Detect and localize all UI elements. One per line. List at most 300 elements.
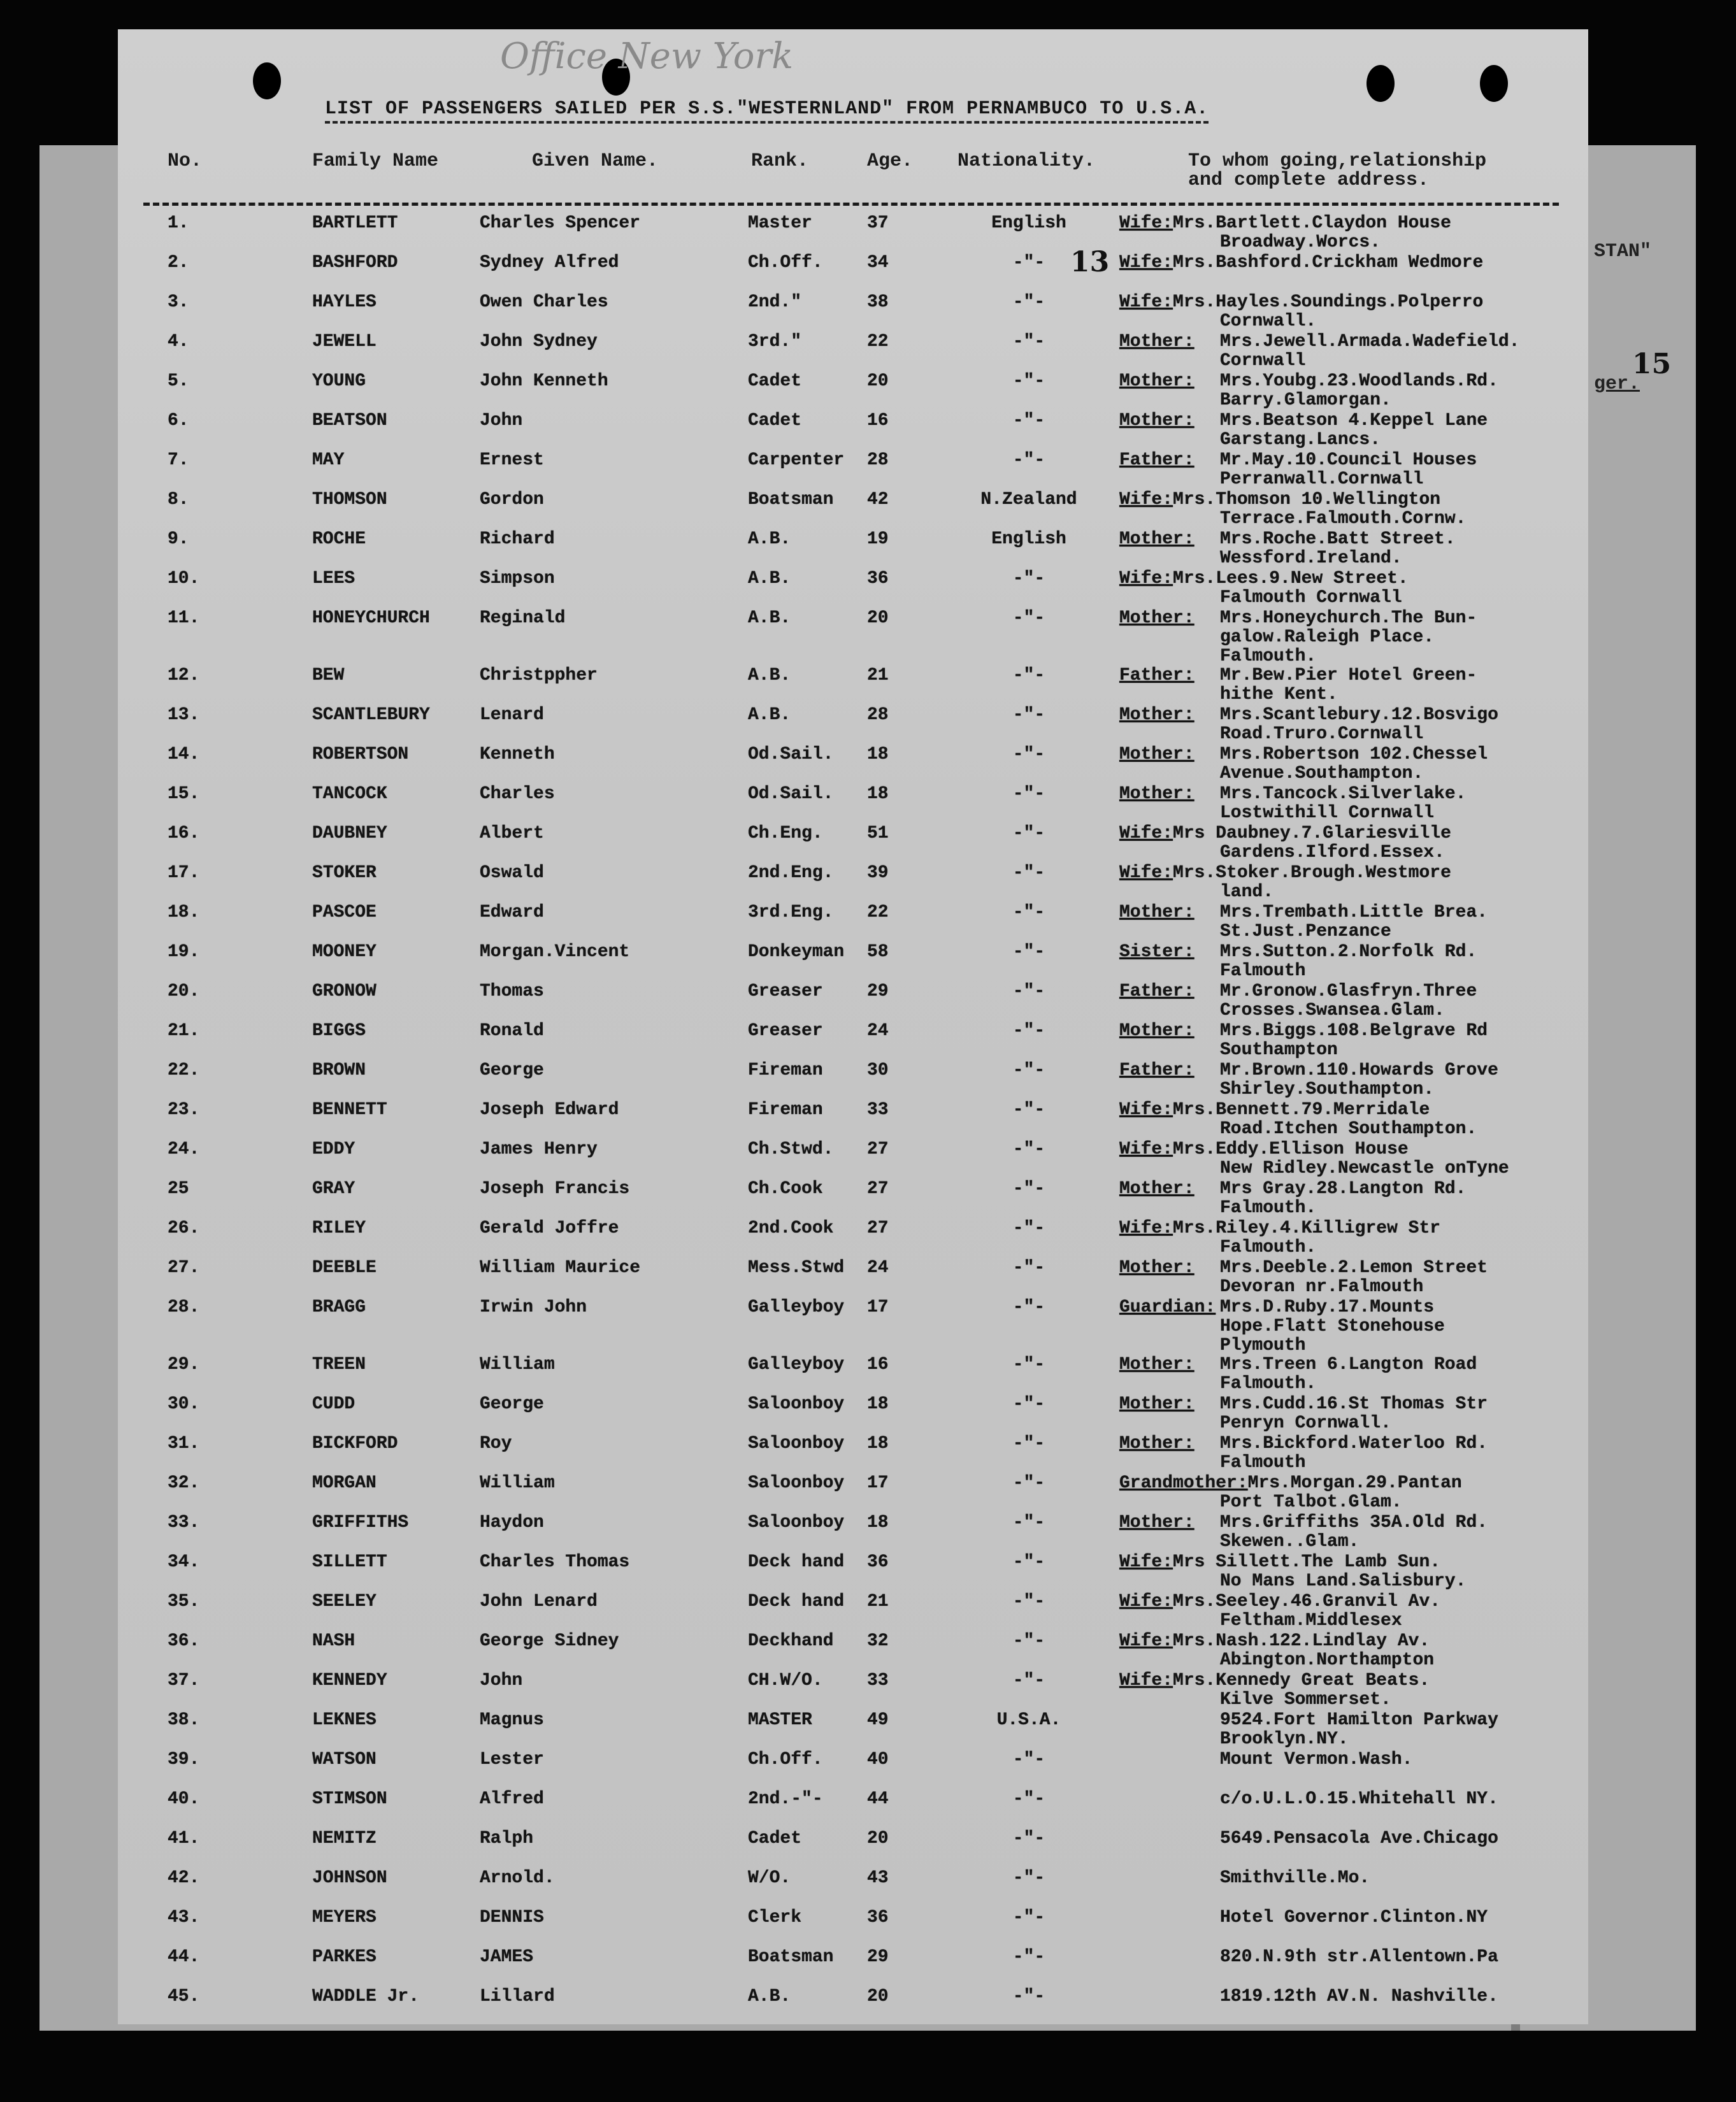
passenger-row — [118, 706, 1588, 745]
row-number: 45. — [168, 1987, 200, 2006]
age: 16 — [867, 411, 889, 431]
family-name: SILLETT — [312, 1552, 387, 1572]
passenger-table — [118, 214, 1588, 2027]
passenger-row — [118, 332, 1588, 372]
age: 20 — [867, 1987, 889, 2006]
family-name: BICKFORD — [312, 1434, 398, 1454]
rank: Donkeyman — [748, 942, 845, 962]
passenger-row — [118, 1987, 1588, 2027]
header-nationality: Nationality. — [958, 150, 1096, 172]
address-line: No Mans Land.Salisbury. — [1220, 1571, 1467, 1591]
given-name: Haydon — [480, 1513, 544, 1533]
given-name: Simpson — [480, 569, 555, 589]
address-line: Mrs.Seeley.46.Granvil Av. — [1173, 1592, 1441, 1612]
given-name: John Lenard — [480, 1592, 598, 1612]
address-cell — [1119, 1948, 1736, 1967]
nationality: -"- — [1012, 1868, 1045, 1888]
address-cell — [1119, 864, 1736, 902]
age: 21 — [867, 666, 889, 685]
address-line: Falmouth. — [1220, 1238, 1317, 1257]
family-name: STOKER — [312, 863, 377, 883]
rank: Deckhand — [748, 1631, 834, 1651]
passenger-row — [118, 372, 1588, 411]
relationship: Wife: — [1119, 824, 1173, 843]
family-name: BASHFORD — [312, 253, 398, 273]
address-cell — [1119, 903, 1736, 941]
row-number: 8. — [168, 490, 189, 510]
address-line: 1819.12th AV.N. Nashville. — [1220, 1987, 1498, 2006]
relationship: Wife: — [1119, 1631, 1173, 1651]
family-name: BEW — [312, 666, 345, 685]
address-line: Mr.Gronow.Glasfryn.Three — [1220, 982, 1477, 1001]
passenger-row — [118, 1948, 1588, 1987]
family-name: BENNETT — [312, 1100, 387, 1120]
rank: Greaser — [748, 1021, 823, 1041]
relationship: Mother: — [1119, 903, 1194, 922]
row-number: 41. — [168, 1829, 200, 1848]
nationality: English — [991, 529, 1066, 549]
family-name: BRAGG — [312, 1298, 366, 1317]
rank: MASTER — [748, 1710, 812, 1730]
address-line: Mrs.Cudd.16.St Thomas Str — [1220, 1394, 1488, 1414]
row-number: 22. — [168, 1061, 200, 1080]
nationality: -"- — [1012, 1434, 1045, 1454]
handwritten-note: Office New York — [500, 36, 794, 77]
age: 20 — [867, 1829, 889, 1848]
row-number: 1. — [168, 213, 189, 233]
address-line: Kilve Sommerset. — [1220, 1690, 1391, 1710]
row-number: 29. — [168, 1355, 200, 1375]
family-name: BROWN — [312, 1061, 366, 1080]
family-name: WADDLE Jr. — [312, 1987, 420, 2006]
nationality: -"- — [1012, 371, 1045, 391]
rank: Od.Sail. — [748, 784, 834, 804]
row-number: 37. — [168, 1671, 200, 1691]
relationship: Wife: — [1119, 490, 1173, 510]
row-number: 23. — [168, 1100, 200, 1120]
passenger-row — [118, 1101, 1588, 1140]
passenger-row — [118, 1869, 1588, 1908]
address-line: Mrs.Kennedy Great Beats. — [1173, 1671, 1430, 1691]
row-number: 15. — [168, 784, 200, 804]
row-number: 7. — [168, 450, 189, 470]
age: 36 — [867, 1552, 889, 1572]
passenger-row — [118, 1750, 1588, 1790]
passenger-row — [118, 1790, 1588, 1829]
row-number: 39. — [168, 1750, 200, 1770]
header-given-name: Given Name. — [532, 150, 659, 172]
nationality: -"- — [1012, 1987, 1045, 2006]
rank: Ch.Cook — [748, 1179, 823, 1199]
age: 33 — [867, 1671, 889, 1691]
passenger-row — [118, 254, 1588, 293]
address-line: Cornwall — [1220, 351, 1306, 371]
age: 17 — [867, 1298, 889, 1317]
family-name: TREEN — [312, 1355, 366, 1375]
given-name: Kenneth — [480, 745, 555, 764]
address-line: Mr.May.10.Council Houses — [1220, 450, 1477, 470]
row-number: 43. — [168, 1908, 200, 1927]
address-cell — [1119, 1022, 1736, 1060]
address-line: Mrs.Jewell.Armada.Wadefield. — [1220, 332, 1520, 352]
rank: Deck hand — [748, 1552, 845, 1572]
rank: Ch.Stwd. — [748, 1140, 834, 1159]
address-cell — [1119, 1592, 1736, 1631]
passenger-row — [118, 1022, 1588, 1061]
rank: Cadet — [748, 371, 802, 391]
address-line: Garstang.Lancs. — [1220, 430, 1381, 450]
passenger-row — [118, 943, 1588, 982]
row-number: 20. — [168, 982, 200, 1001]
nationality: -"- — [1012, 253, 1045, 273]
age: 58 — [867, 942, 889, 962]
row-number: 16. — [168, 824, 200, 843]
header-rank: Rank. — [751, 150, 809, 172]
address-line: Broadway.Worcs. — [1220, 232, 1381, 252]
passenger-row — [118, 569, 1588, 609]
rank: 2nd." — [748, 292, 802, 312]
given-name: Lillard — [480, 1987, 555, 2006]
row-number: 33. — [168, 1513, 200, 1533]
relationship: Father: — [1119, 666, 1194, 685]
family-name: MAY — [312, 450, 345, 470]
given-name: JAMES — [480, 1947, 534, 1967]
family-name: DEEBLE — [312, 1258, 377, 1278]
row-number: 14. — [168, 745, 200, 764]
family-name: RILEY — [312, 1219, 366, 1238]
nationality: U.S.A. — [996, 1710, 1061, 1730]
age: 21 — [867, 1592, 889, 1612]
family-name: STIMSON — [312, 1789, 387, 1809]
family-name: BARTLETT — [312, 213, 398, 233]
given-name: Oswald — [480, 863, 544, 883]
address-cell — [1119, 943, 1736, 981]
page-title: LIST OF PASSENGERS SAILED PER S.S."WESTERNLAND" FROM PERNAMBUCO TO U.S.A. — [325, 98, 1209, 124]
rank: Mess.Stwd — [748, 1258, 845, 1278]
row-number: 17. — [168, 863, 200, 883]
address-line: Skewen..Glam. — [1220, 1532, 1359, 1552]
address-cell — [1119, 451, 1736, 489]
row-number: 26. — [168, 1219, 200, 1238]
nationality: -"- — [1012, 1394, 1045, 1414]
given-name: Arnold. — [480, 1868, 555, 1888]
nationality: -"- — [1012, 569, 1045, 589]
address-cell — [1119, 1395, 1736, 1433]
passenger-row — [118, 1140, 1588, 1180]
address-line: Mrs.Treen 6.Langton Road — [1220, 1355, 1477, 1375]
family-name: LEKNES — [312, 1710, 377, 1730]
given-name: Albert — [480, 824, 544, 843]
age: 27 — [867, 1219, 889, 1238]
row-number: 10. — [168, 569, 200, 589]
family-name: HAYLES — [312, 292, 377, 312]
age: 49 — [867, 1710, 889, 1730]
passenger-row — [118, 1711, 1588, 1750]
age: 22 — [867, 903, 889, 922]
rank: Ch.Off. — [748, 1750, 823, 1770]
family-name: SCANTLEBURY — [312, 705, 430, 725]
row-number: 18. — [168, 903, 200, 922]
rank: A.B. — [748, 705, 791, 725]
address-line: Mrs Sillett.The Lamb Sun. — [1173, 1552, 1441, 1572]
nationality: -"- — [1012, 1021, 1045, 1041]
nationality: -"- — [1012, 824, 1045, 843]
header-no: No. — [168, 150, 203, 172]
rank: Master — [748, 213, 812, 233]
passenger-row — [118, 745, 1588, 785]
given-name: Christppher — [480, 666, 598, 685]
age: 38 — [867, 292, 889, 312]
family-name: GRIFFITHS — [312, 1513, 409, 1533]
rank: 2nd.Cook — [748, 1219, 834, 1238]
header-address-line1: To whom going,relationship — [1188, 150, 1487, 172]
age: 16 — [867, 1355, 889, 1375]
age: 18 — [867, 1394, 889, 1414]
address-cell — [1119, 1987, 1736, 2006]
address-line: Brooklyn.NY. — [1220, 1729, 1349, 1749]
given-name: Reginald — [480, 608, 566, 628]
given-name: Thomas — [480, 982, 544, 1001]
address-line: Port Talbot.Glam. — [1220, 1492, 1402, 1512]
address-line: Barry.Glamorgan. — [1220, 390, 1391, 410]
address-cell — [1119, 1101, 1736, 1139]
nationality: -"- — [1012, 745, 1045, 764]
row-number: 28. — [168, 1298, 200, 1317]
address-line: Falmouth — [1220, 1453, 1306, 1473]
passenger-row — [118, 785, 1588, 824]
relationship: Wife: — [1119, 292, 1173, 312]
age: 39 — [867, 863, 889, 883]
family-name: PASCOE — [312, 903, 377, 922]
back-sheet-text-mid: ger. — [1594, 373, 1640, 395]
relationship: Mother: — [1119, 705, 1194, 725]
rank: Fireman — [748, 1061, 823, 1080]
relationship: Mother: — [1119, 1258, 1194, 1278]
address-line: galow.Raleigh Place. — [1220, 627, 1435, 647]
address-cell — [1119, 609, 1736, 666]
address-line: Cornwall. — [1220, 311, 1317, 331]
address-cell — [1119, 1180, 1736, 1218]
address-cell — [1119, 490, 1736, 529]
family-name: HONEYCHURCH — [312, 608, 430, 628]
passenger-row — [118, 1632, 1588, 1671]
passenger-row — [118, 609, 1588, 666]
rank: Saloonboy — [748, 1394, 845, 1414]
address-line: Plymouth — [1220, 1336, 1306, 1355]
nationality: -"- — [1012, 1908, 1045, 1927]
family-name: EDDY — [312, 1140, 355, 1159]
relationship: Wife: — [1119, 1552, 1173, 1572]
nationality: -"- — [1012, 1513, 1045, 1533]
family-name: WATSON — [312, 1750, 377, 1770]
given-name: Morgan.Vincent — [480, 942, 630, 962]
nationality: -"- — [1012, 1631, 1045, 1651]
relationship: Wife: — [1119, 1219, 1173, 1238]
header-age: Age. — [867, 150, 914, 172]
rank: Cadet — [748, 411, 802, 431]
passenger-row — [118, 1395, 1588, 1434]
passenger-row — [118, 824, 1588, 864]
given-name: Owen Charles — [480, 292, 608, 312]
address-line: Wessford.Ireland. — [1220, 548, 1402, 568]
address-line: 820.N.9th str.Allentown.Pa — [1220, 1947, 1498, 1967]
address-cell — [1119, 1513, 1736, 1552]
address-line: Mrs.Morgan.29.Pantan — [1247, 1473, 1462, 1493]
family-name: TANCOCK — [312, 784, 387, 804]
address-line: Mrs.Deeble.2.Lemon Street — [1220, 1258, 1488, 1278]
relationship: Wife: — [1119, 213, 1173, 233]
row-number: 24. — [168, 1140, 200, 1159]
given-name: William — [480, 1355, 555, 1375]
given-name: Lester — [480, 1750, 544, 1770]
given-name: Ronald — [480, 1021, 544, 1041]
address-line: Abington.Northampton — [1220, 1650, 1435, 1670]
row-number: 34. — [168, 1552, 200, 1572]
age: 17 — [867, 1473, 889, 1493]
given-name: James Henry — [480, 1140, 598, 1159]
given-name: John — [480, 1671, 523, 1691]
given-name: John Sydney — [480, 332, 598, 352]
given-name: Charles Spencer — [480, 213, 641, 233]
address-cell — [1119, 1259, 1736, 1297]
address-cell — [1119, 214, 1736, 252]
nationality: -"- — [1012, 608, 1045, 628]
rank: Carpenter — [748, 450, 845, 470]
address-line: Mrs.Bickford.Waterloo Rd. — [1220, 1434, 1488, 1454]
family-name: ROBERTSON — [312, 745, 409, 764]
address-cell — [1119, 1061, 1736, 1099]
rank: CH.W/O. — [748, 1671, 823, 1691]
address-line: Shirley.Southampton. — [1220, 1080, 1435, 1099]
relationship: Wife: — [1119, 253, 1173, 273]
nationality: -"- — [1012, 450, 1045, 470]
address-cell — [1119, 254, 1736, 273]
rank: Deck hand — [748, 1592, 845, 1612]
address-line: Mrs Gray.28.Langton Rd. — [1220, 1179, 1467, 1199]
given-name: Magnus — [480, 1710, 544, 1730]
family-name: JOHNSON — [312, 1868, 387, 1888]
given-name: George Sidney — [480, 1631, 619, 1651]
given-name: George — [480, 1061, 544, 1080]
passenger-row — [118, 490, 1588, 530]
address-line: Falmouth. — [1220, 647, 1317, 666]
family-name: MORGAN — [312, 1473, 377, 1493]
address-cell — [1119, 1869, 1736, 1888]
age: 43 — [867, 1868, 889, 1888]
relationship: Mother: — [1119, 1434, 1194, 1454]
family-name: MOONEY — [312, 942, 377, 962]
relationship: Wife: — [1119, 1140, 1173, 1159]
row-number: 35. — [168, 1592, 200, 1612]
rank: Clerk — [748, 1908, 802, 1927]
address-line: Mrs.Griffiths 35A.Old Rd. — [1220, 1513, 1488, 1533]
age: 30 — [867, 1061, 889, 1080]
address-line: Mrs.Riley.4.Killigrew Str — [1173, 1219, 1441, 1238]
nationality: -"- — [1012, 1061, 1045, 1080]
address-line: St.Just.Penzance — [1220, 922, 1391, 941]
address-cell — [1119, 1355, 1736, 1394]
address-line: Mrs.D.Ruby.17.Mounts — [1220, 1298, 1435, 1317]
nationality: -"- — [1012, 1750, 1045, 1770]
age: 44 — [867, 1789, 889, 1809]
given-name: Joseph Francis — [480, 1179, 630, 1199]
rank: A.B. — [748, 666, 791, 685]
passenger-row — [118, 666, 1588, 706]
address-line: Mrs.Hayles.Soundings.Polperro — [1173, 292, 1484, 312]
rank: A.B. — [748, 1987, 791, 2006]
family-name: NEMITZ — [312, 1829, 377, 1848]
address-line: Mrs.Scantlebury.12.Bosvigo — [1220, 705, 1498, 725]
age: 27 — [867, 1179, 889, 1199]
relationship: Mother: — [1119, 332, 1194, 352]
address-line: Mrs.Lees.9.New Street. — [1173, 569, 1409, 589]
relationship: Father: — [1119, 1061, 1194, 1080]
address-line: Hope.Flatt Stonehouse — [1220, 1317, 1445, 1336]
relationship: Wife: — [1119, 569, 1173, 589]
address-cell — [1119, 1632, 1736, 1670]
given-name: Gordon — [480, 490, 544, 510]
address-line: 5649.Pensacola Ave.Chicago — [1220, 1829, 1498, 1848]
family-name: CUDD — [312, 1394, 355, 1414]
address-cell — [1119, 785, 1736, 823]
address-line: Hotel Governor.Clinton.NY — [1220, 1908, 1488, 1927]
address-line: Smithville.Mo. — [1220, 1868, 1370, 1888]
row-number: 44. — [168, 1947, 200, 1967]
given-name: George — [480, 1394, 544, 1414]
address-cell — [1119, 1671, 1736, 1710]
age: 24 — [867, 1258, 889, 1278]
address-cell — [1119, 1474, 1736, 1512]
address-line: Devoran nr.Falmouth — [1220, 1277, 1424, 1297]
family-name: MEYERS — [312, 1908, 377, 1927]
rank: 3rd." — [748, 332, 802, 352]
passenger-row — [118, 982, 1588, 1022]
address-cell — [1119, 1219, 1736, 1257]
age: 19 — [867, 529, 889, 549]
address-line: Mrs Daubney.7.Glariesville — [1173, 824, 1451, 843]
rank: 3rd.Eng. — [748, 903, 834, 922]
family-name: PARKES — [312, 1947, 377, 1967]
address-cell — [1119, 1553, 1736, 1591]
family-name: THOMSON — [312, 490, 387, 510]
address-line: Falmouth. — [1220, 1198, 1317, 1218]
address-line: Mrs.Eddy.Ellison House — [1173, 1140, 1409, 1159]
nationality: -"- — [1012, 1671, 1045, 1691]
address-line: 9524.Fort Hamilton Parkway — [1220, 1710, 1498, 1730]
passenger-row — [118, 903, 1588, 943]
age: 18 — [867, 1434, 889, 1454]
given-name: Gerald Joffre — [480, 1219, 619, 1238]
nationality: -"- — [1012, 1219, 1045, 1238]
family-name: GRONOW — [312, 982, 377, 1001]
address-line: Falmouth — [1220, 961, 1306, 981]
rank: Ch.Eng. — [748, 824, 823, 843]
row-number: 4. — [168, 332, 189, 352]
address-line: Mrs.Thomson 10.Wellington — [1173, 490, 1441, 510]
age: 36 — [867, 1908, 889, 1927]
address-line: Avenue.Southampton. — [1220, 764, 1424, 783]
punch-hole — [1367, 65, 1395, 102]
given-name: William Maurice — [480, 1258, 641, 1278]
family-name: DAUBNEY — [312, 824, 387, 843]
address-cell — [1119, 530, 1736, 568]
rank: 2nd.Eng. — [748, 863, 834, 883]
given-name: Ernest — [480, 450, 544, 470]
nationality: -"- — [1012, 292, 1045, 312]
family-name: YOUNG — [312, 371, 366, 391]
nationality: -"- — [1012, 666, 1045, 685]
nationality: -"- — [1012, 1592, 1045, 1612]
